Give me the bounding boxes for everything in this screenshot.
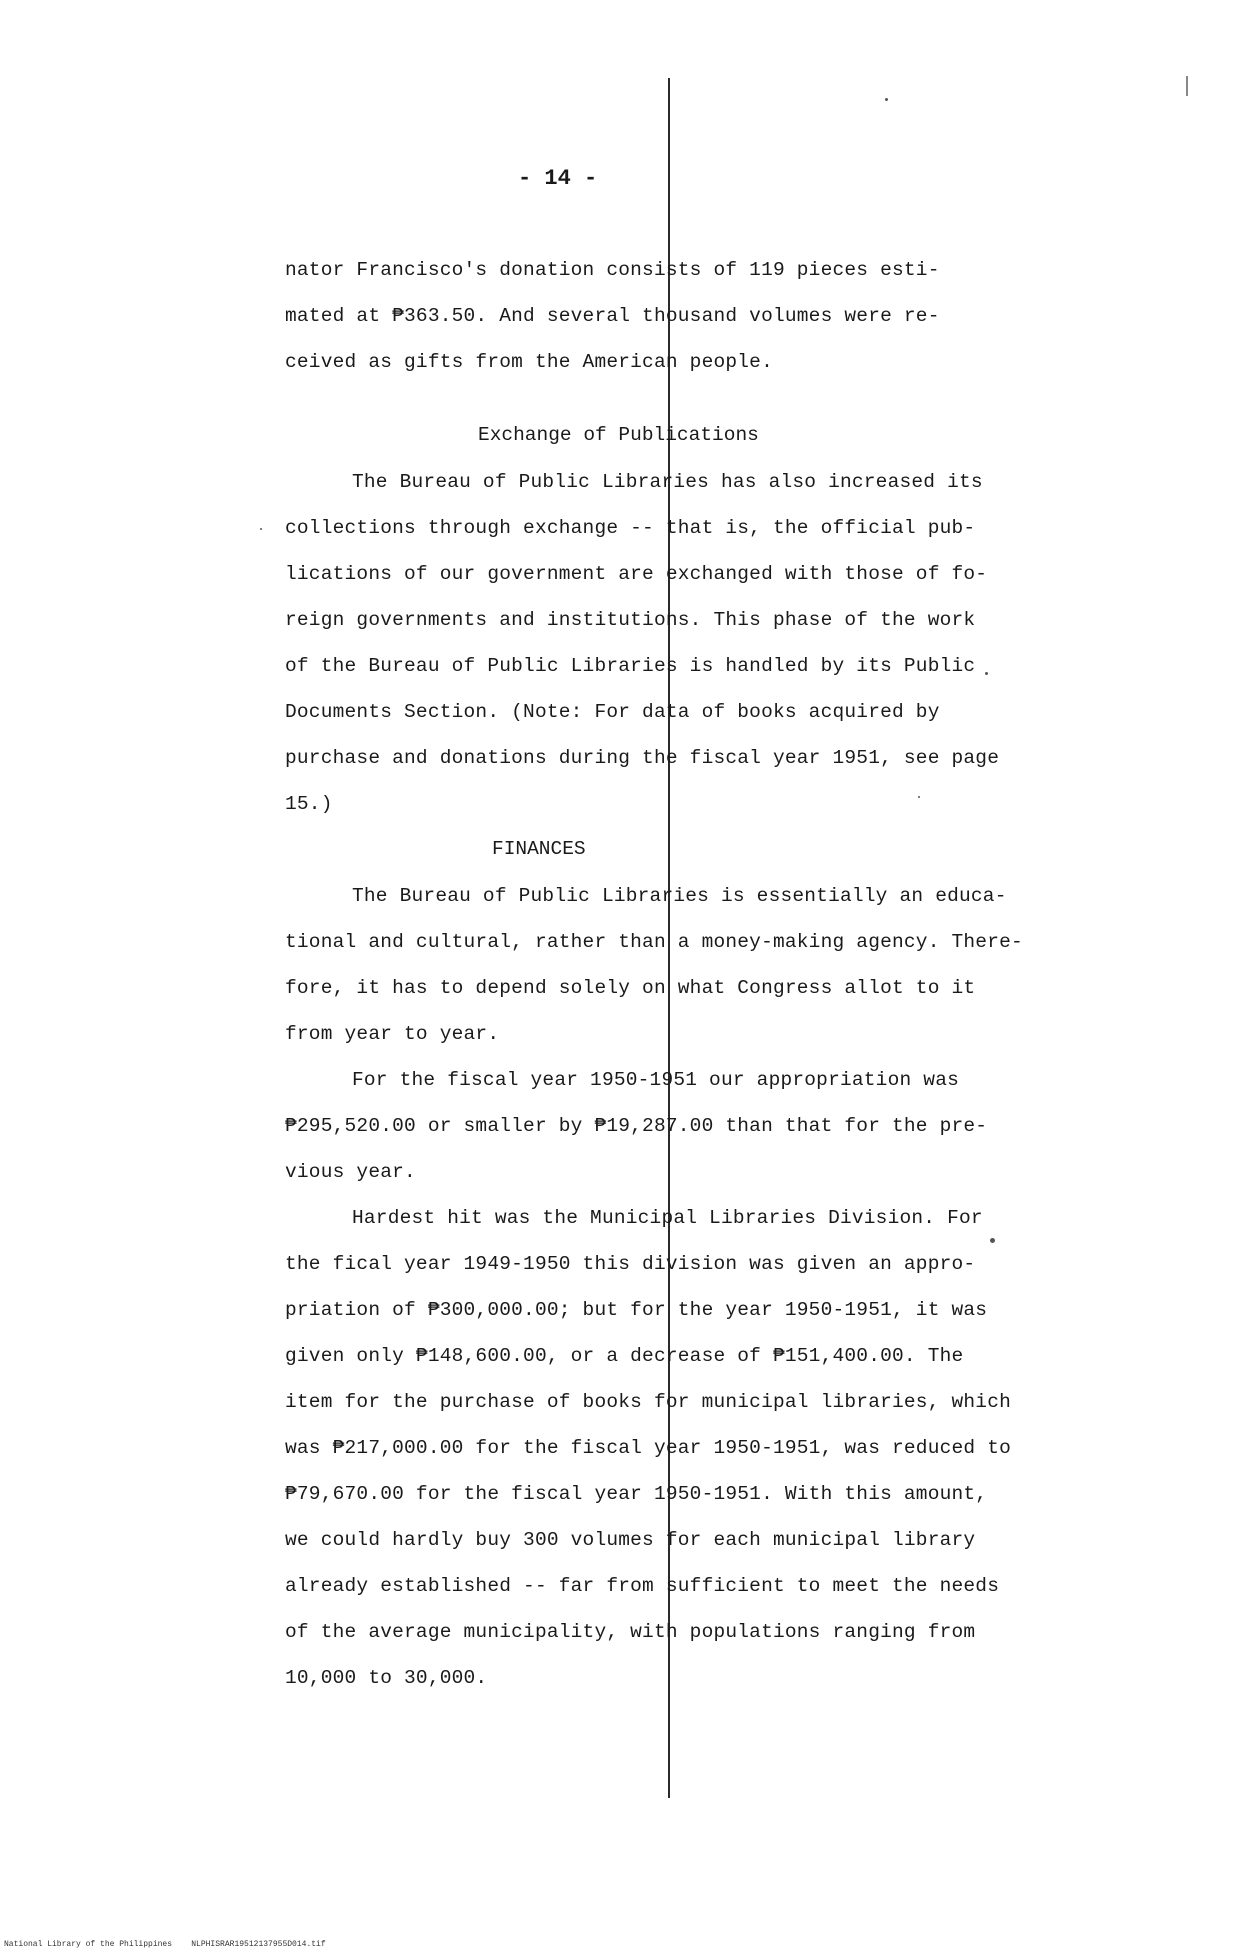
text-line: of the Bureau of Public Libraries is handled by its Public [285, 655, 976, 677]
text-line: was ₱217,000.00 for the fiscal year 1950-1951, was reduced to [285, 1437, 1012, 1459]
scan-speck [990, 1238, 995, 1243]
text-line: Documents Section. (Note: For data of books acquired by [285, 701, 940, 723]
text-line: collections through exchange -- that is, the official pub- [285, 517, 976, 539]
scan-speck [985, 672, 988, 675]
text-line: Hardest hit was the Municipal Libraries Division. For [352, 1207, 983, 1229]
text-line: The Bureau of Public Libraries has also increased its [352, 471, 983, 493]
scan-speck [260, 528, 262, 530]
text-line: 15.) [285, 793, 333, 815]
text-line: purchase and donations during the fiscal year 1951, see page [285, 747, 1000, 769]
text-line: For the fiscal year 1950-1951 our appropriation was [352, 1069, 959, 1091]
text-line: 10,000 to 30,000. [285, 1667, 488, 1689]
text-line: item for the purchase of books for municipal libraries, which [285, 1391, 1012, 1413]
text-line: priation of ₱300,000.00; but for the year 1950-1951, it was [285, 1299, 988, 1321]
text-line: the fical year 1949-1950 this division was given an appro- [285, 1253, 976, 1275]
text-line: vious year. [285, 1161, 416, 1183]
section-heading-exchange: Exchange of Publications [478, 424, 759, 446]
scan-speck [885, 98, 888, 101]
scan-edge-mark [1186, 76, 1188, 96]
text-line: ceived as gifts from the American people. [285, 351, 773, 373]
text-line: mated at ₱363.50. And several thousand volumes were re- [285, 305, 940, 327]
page-number: - 14 - [518, 166, 598, 191]
text-line: The Bureau of Public Libraries is essentially an educa- [352, 885, 1007, 907]
text-line: nator Francisco's donation consists of 119 pieces esti- [285, 259, 940, 281]
text-line: we could hardly buy 300 volumes for each municipal library [285, 1529, 976, 1551]
section-heading-finances: FINANCES [492, 838, 586, 860]
text-line: tional and cultural, rather than a money-making agency. There- [285, 931, 1023, 953]
text-line: already established -- far from sufficient to meet the needs [285, 1575, 1000, 1597]
text-line: ₱295,520.00 or smaller by ₱19,287.00 than that for the pre- [285, 1115, 988, 1137]
scan-speck [918, 796, 920, 798]
text-line: reign governments and institutions. This phase of the work [285, 609, 976, 631]
text-line: from year to year. [285, 1023, 500, 1045]
text-line: fore, it has to depend solely on what Congress allot to it [285, 977, 976, 999]
text-line: of the average municipality, with populations ranging from [285, 1621, 976, 1643]
scan-footer: National Library of the Philippines NLPHISRAR19512137955D014.tif [4, 1940, 326, 1949]
text-line: lications of our government are exchanged with those of fo- [285, 563, 988, 585]
text-line: ₱79,670.00 for the fiscal year 1950-1951. With this amount, [285, 1483, 988, 1505]
text-line: given only ₱148,600.00, or a decrease of ₱151,400.00. The [285, 1345, 964, 1367]
